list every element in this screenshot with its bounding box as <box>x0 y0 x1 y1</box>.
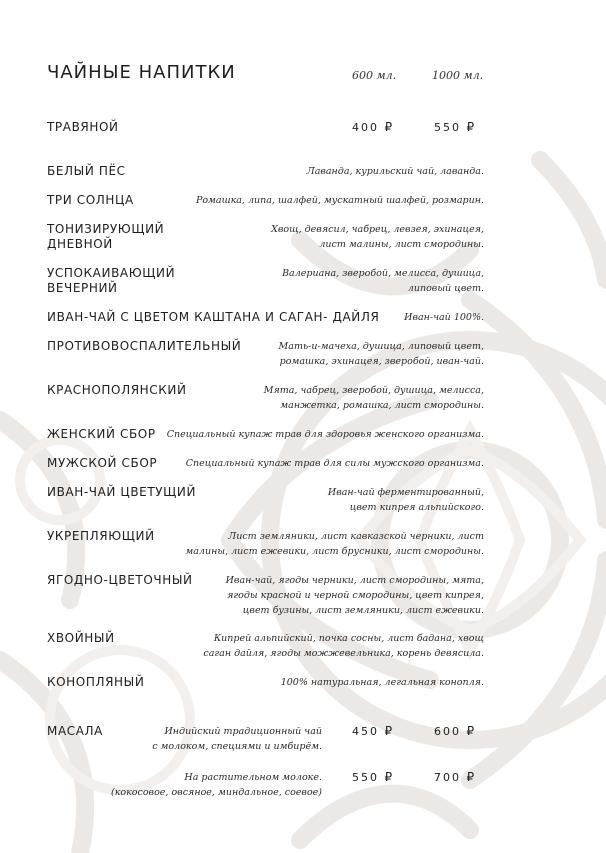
list-item-desc: Мята, чабрец, зверобой, душица, мелисса, манжетка, ромашка, лист смородины. <box>263 385 484 411</box>
list-item-name: ИВАН-ЧАЙ ЦВЕТУЩИЙ <box>47 485 197 499</box>
list-item-desc: Иван-чай, ягоды черники, лист смородины, мята, ягоды красной и черной смородины, цвет кипрея, цвет бузины, лист земляники, лист ежевики. <box>225 575 484 616</box>
masala-price-small: 450 ₽ <box>352 724 395 738</box>
list-item-name: ЖЕНСКИЙ СБОР <box>47 427 156 441</box>
herbal-title: ТРАВЯНОЙ <box>47 120 119 134</box>
list-item-name: МУЖСКОЙ СБОР <box>47 456 158 470</box>
page-title: ЧАЙНЫЕ НАПИТКИ <box>47 62 236 83</box>
herbal-price-large: 550 ₽ <box>434 120 477 134</box>
volume-small-header: 600 мл. <box>352 69 397 82</box>
list-item-desc: Специальный купаж трав для здоровья женского организма. <box>166 429 484 440</box>
masala-plant-price-large: 700 ₽ <box>434 770 477 784</box>
list-item-desc: Кипрей альпийский, почка сосны, лист бадана, хвощ саган дайля, ягоды можжевельника, корень девясила. <box>203 633 484 659</box>
list-item-name: ИВАН-ЧАЙ С ЦВЕТОМ КАШТАНА И САГАН- ДАЙЛЯ <box>47 310 380 324</box>
list-item-name: ХВОЙНЫЙ <box>47 631 115 645</box>
list-item-desc: Валериана, зверобой, мелисса, душица, липовый цвет. <box>282 268 484 294</box>
masala-price-large: 600 ₽ <box>434 724 477 738</box>
list-item-desc: Иван-чай 100%. <box>404 312 484 323</box>
masala-title: МАСАЛА <box>47 724 103 738</box>
list-item-desc: Иван-чай ферментированный, цвет кипрея альпийского. <box>327 487 484 513</box>
herbal-price-small: 400 ₽ <box>352 120 395 134</box>
list-item-name: УКРЕПЛЯЮЩИЙ <box>47 529 155 543</box>
masala-desc-classic: Индийский традиционный чай с молоком, специями и имбирём. <box>152 726 322 752</box>
masala-desc-plant-milk: На растительном молоке. (кокосовое, овсяное, миндальное, соевое) <box>111 772 322 798</box>
list-item-desc: Лаванда, курильский чай, лаванда. <box>306 166 484 177</box>
list-item-desc: Специальный купаж трав для силы мужского организма. <box>185 458 484 469</box>
list-item-name: БЕЛЫЙ ПЁС <box>47 164 126 178</box>
list-item-name: ПРОТИВОВОСПАЛИТЕЛЬНЫЙ <box>47 339 242 353</box>
list-item-desc: 100% натуральная, легальная конопля. <box>280 677 484 688</box>
list-item-name: КОНОПЛЯНЫЙ <box>47 675 145 689</box>
list-item-name: КРАСНОПОЛЯНСКИЙ <box>47 383 187 397</box>
list-item-desc: Хвощ, девясил, чабрец, левзея, эхинацея, лист малины, лист смородины. <box>271 224 484 250</box>
masala-plant-price-small: 550 ₽ <box>352 770 395 784</box>
list-item-name: ЯГОДНО-ЦВЕТОЧНЫЙ <box>47 573 193 587</box>
list-item-desc: Ромашка, липа, шалфей, мускатный шалфей, розмарин. <box>195 195 484 206</box>
list-item-name: ТРИ СОЛНЦА <box>47 193 134 207</box>
list-item-name: ТОНИЗИРУЮЩИЙ ДНЕВНОЙ <box>47 222 165 251</box>
volume-large-header: 1000 мл. <box>432 69 484 82</box>
list-item-desc: Лист земляники, лист кавказской черники, лист малины, лист ежевики, лист брусники, лист смородины. <box>185 531 484 557</box>
list-item-name: УСПОКАИВАЮЩИЙ ВЕЧЕРНИЙ <box>47 266 176 295</box>
list-item-desc: Мать-и-мачеха, душица, липовый цвет, ромашка, эхинацея, зверобой, иван-чай. <box>278 341 484 367</box>
